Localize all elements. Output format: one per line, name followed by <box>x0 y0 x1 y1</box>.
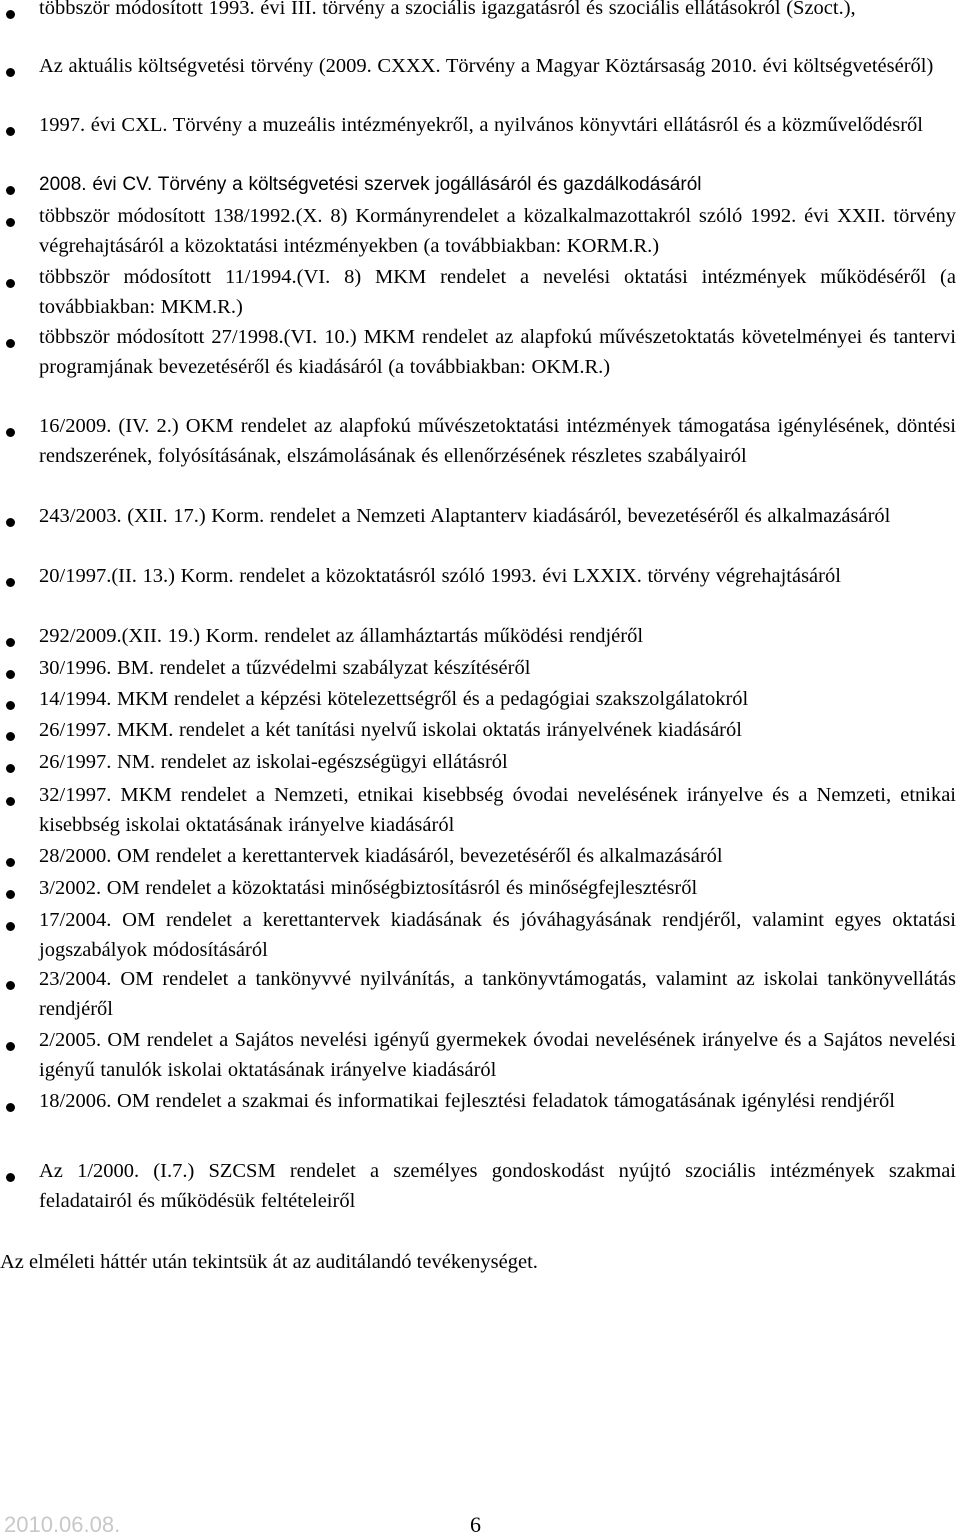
bullet-icon <box>6 922 15 931</box>
list-item-text: 18/2006. OM rendelet a szakmai és informatikai fejlesztési feladatok támogatásának igénylési rendjéről <box>39 1090 895 1112</box>
list-item-text: 1997. évi CXL. Törvény a muzeális intézményekről, a nyilvános könyvtári ellátásról és a közművelődésről <box>39 114 923 136</box>
list-item-text: 2/2005. OM rendelet a Sajátos nevelési igényű gyermekek óvodai nevelésének irányelve és a Sajátos nevelési igényű tanulók iskolai oktatásának irányelve kiadásáról <box>39 1029 956 1081</box>
list-item-text: 17/2004. OM rendelet a kerettantervek kiadásának és jóváhagyásának rendjéről, valamint egyes oktatási jogszabályok módosításáról <box>39 909 956 961</box>
list-item-text: többször módosított 11/1994.(VI. 8) MKM rendelet a nevelési oktatási intézmények működéséről (a továbbiakban: MKM.R.) <box>39 266 956 318</box>
bullet-icon <box>6 279 15 288</box>
bullet-icon <box>6 1042 15 1051</box>
list-item-text: Az 1/2000. (I.7.) SZCSM rendelet a személyes gondoskodást nyújtó szociális intézmények szakmai feladatairól és működésük feltételeiről <box>39 1160 956 1212</box>
bullet-icon <box>6 1173 15 1182</box>
list-item-text: 3/2002. OM rendelet a közoktatási minőségbiztosításról és minőségfejlesztésről <box>39 877 698 899</box>
list-item-text: 14/1994. MKM rendelet a képzési kötelezettségről és a pedagógiai szakszolgálatokról <box>39 688 749 710</box>
list-item-text: 26/1997. MKM. rendelet a két tanítási nyelvű iskolai oktatás irányelvének kiadásáról <box>39 719 742 741</box>
bullet-icon <box>6 127 15 136</box>
list-item-text: 23/2004. OM rendelet a tankönyvvé nyilvánítás, a tankönyvtámogatás, valamint az iskolai tankönyvellátás rendjéről <box>39 968 956 1020</box>
list-item-text: 30/1996. BM. rendelet a tűzvédelmi szabályzat készítéséről <box>39 657 531 679</box>
bullet-icon <box>6 1103 15 1112</box>
bullet-icon <box>6 578 15 587</box>
closing-paragraph: Az elméleti háttér után tekintsük át az auditálandó tevékenységet. <box>0 1251 538 1273</box>
bullet-icon <box>6 981 15 990</box>
list-item-text: 243/2003. (XII. 17.) Korm. rendelet a Nemzeti Alaptanterv kiadásáról, bevezetéséről és alkalmazásáról <box>39 505 891 527</box>
bullet-icon <box>6 218 15 227</box>
bullet-icon <box>6 10 15 19</box>
bullet-icon <box>6 701 15 710</box>
bullet-icon <box>6 764 15 773</box>
page-number: 6 <box>470 1512 481 1537</box>
list-item-text: 26/1997. NM. rendelet az iskolai-egészségügyi ellátásról <box>39 751 508 773</box>
bullet-icon <box>6 428 15 437</box>
list-item-text: 32/1997. MKM rendelet a Nemzeti, etnikai kisebbség óvodai nevelésének irányelve és a Nemzeti, etnikai kisebbség iskolai oktatásának irányelve kiadásáról <box>39 784 956 836</box>
list-item-text: 292/2009.(XII. 19.) Korm. rendelet az államháztartás működési rendjéről <box>39 625 644 647</box>
bullet-icon <box>6 732 15 741</box>
bullet-icon <box>6 670 15 679</box>
bullet-icon <box>6 68 15 77</box>
bullet-icon <box>6 638 15 647</box>
list-item-text: többször módosított 138/1992.(X. 8) Kormányrendelet a közalkalmazottakról szóló 1992. évi XXII. törvény végrehajtásáról a közoktatási intézményekben (a továbbiakban: KORM.R.) <box>39 205 956 257</box>
bullet-icon <box>6 858 15 867</box>
list-item-text: Az aktuális költségvetési törvény (2009. CXXX. Törvény a Magyar Köztársaság 2010. évi költségvetéséről) <box>39 55 934 77</box>
bullet-icon <box>6 518 15 527</box>
list-item-text: 2008. évi CV. Törvény a költségvetési szervek jogállásáról és gazdálkodásáról <box>39 174 702 195</box>
list-item-text: többször módosított 1993. évi III. törvény a szociális igazgatásról és szociális ellátásokról (Szoct.), <box>39 0 856 19</box>
footer-date: 2010.06.08. <box>4 1512 121 1537</box>
list-item-text: többször módosított 27/1998.(VI. 10.) MKM rendelet az alapfokú művészetoktatás követelményei és tantervi programjának bevezetéséről és kiadásáról (a továbbiakban: OKM.R.) <box>39 326 956 378</box>
bullet-icon <box>6 186 15 195</box>
list-item-text: 28/2000. OM rendelet a kerettantervek kiadásáról, bevezetéséről és alkalmazásáról <box>39 845 723 867</box>
bullet-icon <box>6 339 15 348</box>
list-item-text: 16/2009. (IV. 2.) OKM rendelet az alapfokú művészetoktatási intézmények támogatása igénylésének, döntési rendszerének, folyósításának, elszámolásának és ellenőrzésének részletes szabályairól <box>39 415 956 467</box>
list-item-text: 20/1997.(II. 13.) Korm. rendelet a közoktatásról szóló 1993. évi LXXIX. törvény végrehajtásáról <box>39 565 841 587</box>
bullet-icon <box>6 890 15 899</box>
bullet-icon <box>6 797 15 806</box>
